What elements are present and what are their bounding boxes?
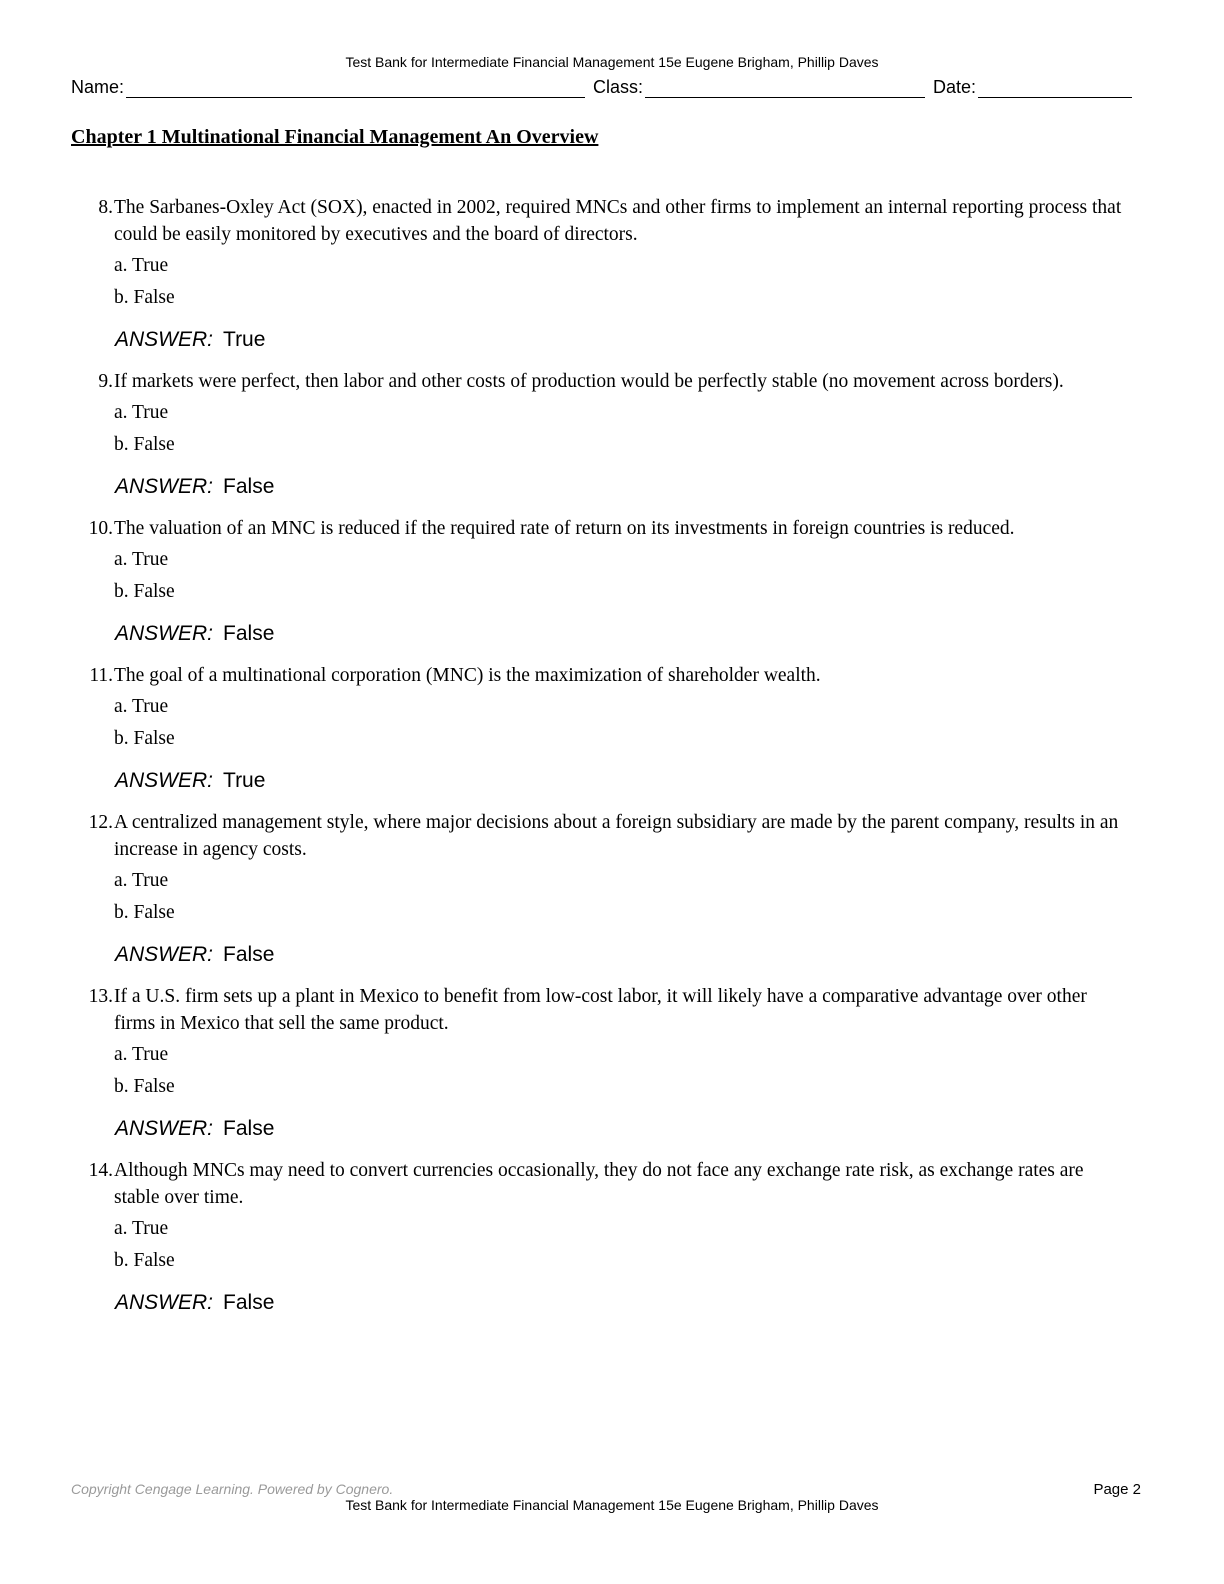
answer-option: a. True xyxy=(114,402,169,423)
question-stem xyxy=(71,515,1131,542)
chapter-title: Chapter 1 Multinational Financial Management An Overview xyxy=(71,126,599,148)
answer-option: a. True xyxy=(114,696,169,717)
answer-value: True xyxy=(223,328,266,351)
question-item xyxy=(71,194,1131,352)
copyright-notice: Copyright Cengage Learning. Powered by Cognero. xyxy=(71,1481,394,1497)
question-stem xyxy=(71,983,1131,1037)
question-stem xyxy=(71,662,1131,689)
question-text: Although MNCs may need to convert currencies occasionally, they do not face any exchange rate risk, as exchange rates are stable over time. xyxy=(114,1160,1084,1208)
answer-option: b. False xyxy=(114,287,175,308)
question-number: 10. xyxy=(88,518,113,539)
question-item xyxy=(71,1157,1131,1315)
name-label: Name: xyxy=(71,77,125,97)
date-field-line xyxy=(978,79,1132,98)
answer-option: a. True xyxy=(114,549,169,570)
answer-option: a. True xyxy=(114,1044,169,1065)
question-number: 12. xyxy=(88,812,113,833)
page-number: Page 2 xyxy=(1093,1481,1141,1498)
question-list xyxy=(71,194,1131,1331)
question-number: 13. xyxy=(88,986,113,1007)
question-item xyxy=(71,809,1131,967)
question-number: 11. xyxy=(89,665,113,686)
class-label: Class: xyxy=(593,77,644,97)
question-number: 8. xyxy=(98,197,113,218)
answer-value: False xyxy=(223,1117,275,1140)
answer-label: ANSWER: xyxy=(115,475,214,498)
answer-option: a. True xyxy=(114,1218,169,1239)
question-text: The valuation of an MNC is reduced if the required rate of return on its investments in foreign countries is reduced. xyxy=(114,518,1015,539)
answer-option: b. False xyxy=(114,902,175,923)
question-text: If a U.S. firm sets up a plant in Mexico to benefit from low-cost labor, it will likely have a comparative advantage over other firms in Mexico that sell the same product. xyxy=(114,986,1087,1034)
answer-label: ANSWER: xyxy=(115,1291,214,1314)
name-field-line xyxy=(126,79,585,98)
question-stem xyxy=(71,809,1131,863)
header-banner: Test Bank for Intermediate Financial Management 15e Eugene Brigham, Phillip Daves xyxy=(345,54,879,70)
answer-option: b. False xyxy=(114,728,175,749)
answer-value: True xyxy=(223,769,266,792)
question-item xyxy=(71,983,1131,1141)
date-label: Date: xyxy=(933,77,977,97)
question-text: A centralized management style, where major decisions about a foreign subsidiary are made by the parent company, results in an increase in agency costs. xyxy=(114,812,1119,860)
answer-key xyxy=(115,1291,1131,1315)
answer-label: ANSWER: xyxy=(115,943,214,966)
question-text: If markets were perfect, then labor and other costs of production would be perfectly stable (no movement across borders). xyxy=(114,371,1064,392)
answer-option: b. False xyxy=(114,1076,175,1097)
question-number: 9. xyxy=(98,371,113,392)
question-item xyxy=(71,662,1131,793)
answer-key xyxy=(115,943,1131,967)
answer-key xyxy=(115,769,1131,793)
answer-key xyxy=(115,475,1131,499)
class-field-line xyxy=(645,79,925,98)
question-stem xyxy=(71,368,1131,395)
answer-value: False xyxy=(223,1291,275,1314)
answer-key xyxy=(115,1117,1131,1141)
answer-value: False xyxy=(223,943,275,966)
answer-option: b. False xyxy=(114,434,175,455)
answer-key xyxy=(115,328,1131,352)
answer-label: ANSWER: xyxy=(115,1117,214,1140)
answer-label: ANSWER: xyxy=(115,328,214,351)
answer-label: ANSWER: xyxy=(115,769,214,792)
answer-key xyxy=(115,622,1131,646)
answer-label: ANSWER: xyxy=(115,622,214,645)
answer-option: b. False xyxy=(114,1250,175,1271)
answer-option: a. True xyxy=(114,870,169,891)
footer-banner: Test Bank for Intermediate Financial Management 15e Eugene Brigham, Phillip Daves xyxy=(345,1497,879,1513)
question-stem xyxy=(71,1157,1131,1211)
question-number: 14. xyxy=(88,1160,113,1181)
question-stem xyxy=(71,194,1131,248)
answer-value: False xyxy=(223,475,275,498)
question-text: The goal of a multinational corporation (MNC) is the maximization of shareholder wealth. xyxy=(114,665,821,686)
question-item xyxy=(71,368,1131,499)
answer-option: b. False xyxy=(114,581,175,602)
student-info-row xyxy=(71,74,1141,98)
answer-value: False xyxy=(223,622,275,645)
question-item xyxy=(71,515,1131,646)
question-text: The Sarbanes-Oxley Act (SOX), enacted in 2002, required MNCs and other firms to implement an internal reporting process that could be easily monitored by executives and the board of directors. xyxy=(114,197,1122,245)
answer-option: a. True xyxy=(114,255,169,276)
